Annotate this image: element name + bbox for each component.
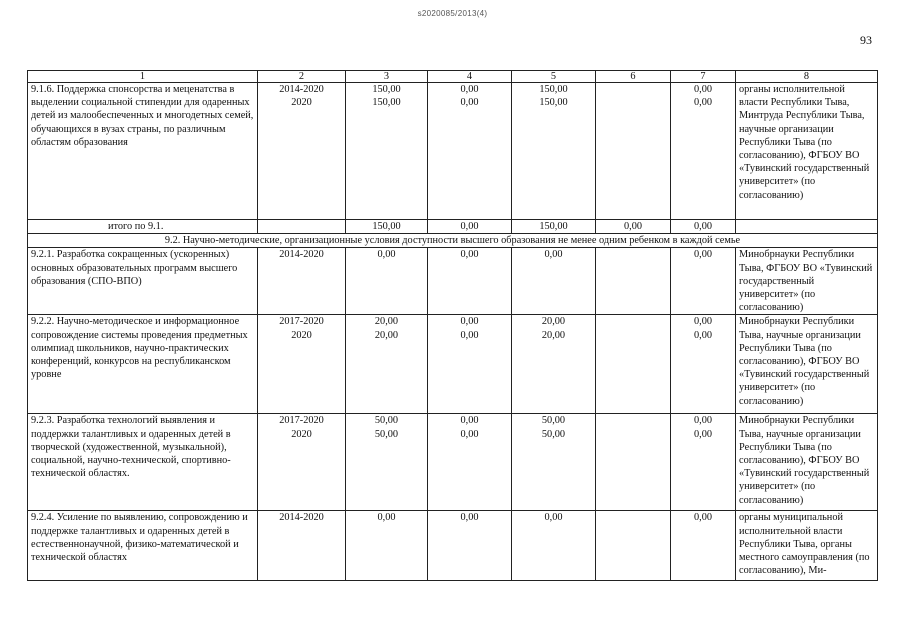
total-col7: 0,00 xyxy=(671,220,736,234)
table-row xyxy=(28,511,878,581)
activity-name: 9.2.1. Разработка сокращенных (ускоренных) основных образовательных программ высшего образования (СПО-ВПО) xyxy=(28,248,258,315)
amount-col4-cell: 0,00 0,00 xyxy=(428,83,512,220)
activity-name: 9.2.2. Научно-методическое и информационное сопровождение системы проведения предметных олимпиад школьников, научно-практических конференций, конкурсов на республиканском уровне xyxy=(28,315,258,414)
activity-name: 9.1.6. Поддержка спонсорства и меценатства в выделении социальной стипендии для одаренных детей из малообеспеченных и многодетных семей, обучающихся в вузах страны, по различным областям образования xyxy=(28,83,258,220)
amount-total-cell: 50,00 50,00 xyxy=(346,414,428,511)
years-cell: 2014-2020 xyxy=(258,511,346,581)
table-row xyxy=(28,83,878,220)
total-col5: 150,00 xyxy=(512,220,596,234)
program-table xyxy=(27,70,878,581)
amount-col7-cell: 0,00 xyxy=(671,511,736,581)
total-row xyxy=(28,220,878,234)
amount-col5-cell: 20,00 20,00 xyxy=(512,315,596,414)
amount-col6-cell xyxy=(596,511,671,581)
years-cell: 2017-2020 2020 xyxy=(258,414,346,511)
table-row xyxy=(28,414,878,511)
amount-col4-cell: 0,00 0,00 xyxy=(428,414,512,511)
amount-total-cell: 0,00 xyxy=(346,511,428,581)
executor-cell: Минобрнауки Республики Тыва, научные организации Республики Тыва (по согласованию), ФГБОУ ВО «Тувинский государственный университет» (по согласованию) xyxy=(736,315,878,414)
page-number: 93 xyxy=(860,33,872,47)
amount-col4-cell: 0,00 0,00 xyxy=(428,315,512,414)
col-header-5: 5 xyxy=(512,71,596,83)
col-header-4: 4 xyxy=(428,71,512,83)
years-cell: 2014-2020 2020 xyxy=(258,83,346,220)
total-years-cell xyxy=(258,220,346,234)
column-number-row xyxy=(28,71,878,83)
activity-name: 9.2.3. Разработка технологий выявления и поддержки талантливых и одаренных детей в творческой (художественной, музыкальной), социальной, научно-технической, спортивно-технической областях. xyxy=(28,414,258,511)
document-id: s2020085/2013(4) xyxy=(417,9,488,18)
col-header-6: 6 xyxy=(596,71,671,83)
amount-col6-cell xyxy=(596,414,671,511)
col-header-3: 3 xyxy=(346,71,428,83)
col-header-2: 2 xyxy=(258,71,346,83)
amount-col7-cell: 0,00 xyxy=(671,248,736,315)
amount-col7-cell: 0,00 0,00 xyxy=(671,315,736,414)
table-row xyxy=(28,315,878,414)
amount-col5-cell: 150,00 150,00 xyxy=(512,83,596,220)
total-executor-cell xyxy=(736,220,878,234)
amount-col6-cell xyxy=(596,248,671,315)
amount-col6-cell xyxy=(596,315,671,414)
col-header-7: 7 xyxy=(671,71,736,83)
amount-total-cell: 20,00 20,00 xyxy=(346,315,428,414)
col-header-8: 8 xyxy=(736,71,878,83)
years-cell: 2017-2020 2020 xyxy=(258,315,346,414)
amount-col4-cell: 0,00 xyxy=(428,511,512,581)
table-row xyxy=(28,248,878,315)
executor-cell: Минобрнауки Республики Тыва, ФГБОУ ВО «Тувинский государственный университет» (по согласованию) xyxy=(736,248,878,315)
total-col4: 0,00 xyxy=(428,220,512,234)
total-col6: 0,00 xyxy=(596,220,671,234)
years-cell: 2014-2020 xyxy=(258,248,346,315)
executor-cell: Минобрнауки Республики Тыва, научные организации Республики Тыва (по согласованию), ФГБОУ ВО «Тувинский государственный университет» (по согласованию) xyxy=(736,414,878,511)
amount-col5-cell: 0,00 xyxy=(512,248,596,315)
executor-cell: органы исполнительной власти Республики Тыва, Минтруда Республики Тыва, научные организации Республики Тыва (по согласованию), ФГБОУ ВО «Тувинский государственный университет» (по согласованию) xyxy=(736,83,878,220)
amount-col6-cell xyxy=(596,83,671,220)
total-col3: 150,00 xyxy=(346,220,428,234)
executor-cell: органы муниципальной исполнительной власти Республики Тыва, органы местного самоуправления (по согласованию), Ми- xyxy=(736,511,878,581)
amount-total-cell: 150,00 150,00 xyxy=(346,83,428,220)
amount-col7-cell: 0,00 0,00 xyxy=(671,83,736,220)
subsection-title: 9.2. Научно-методические, организационные условия доступности высшего образования не менее одним ребенком в каждой семье xyxy=(28,234,878,248)
amount-col4-cell: 0,00 xyxy=(428,248,512,315)
amount-col5-cell: 0,00 xyxy=(512,511,596,581)
amount-total-cell: 0,00 xyxy=(346,248,428,315)
col-header-1: 1 xyxy=(28,71,258,83)
total-label: итого по 9.1. xyxy=(28,220,258,234)
activity-name: 9.2.4. Усиление по выявлению, сопровождению и поддержке талантливых и одаренных детей в естественнонаучной, физико-математической и технической областях xyxy=(28,511,258,581)
amount-col5-cell: 50,00 50,00 xyxy=(512,414,596,511)
subsection-row xyxy=(28,234,878,248)
amount-col7-cell: 0,00 0,00 xyxy=(671,414,736,511)
